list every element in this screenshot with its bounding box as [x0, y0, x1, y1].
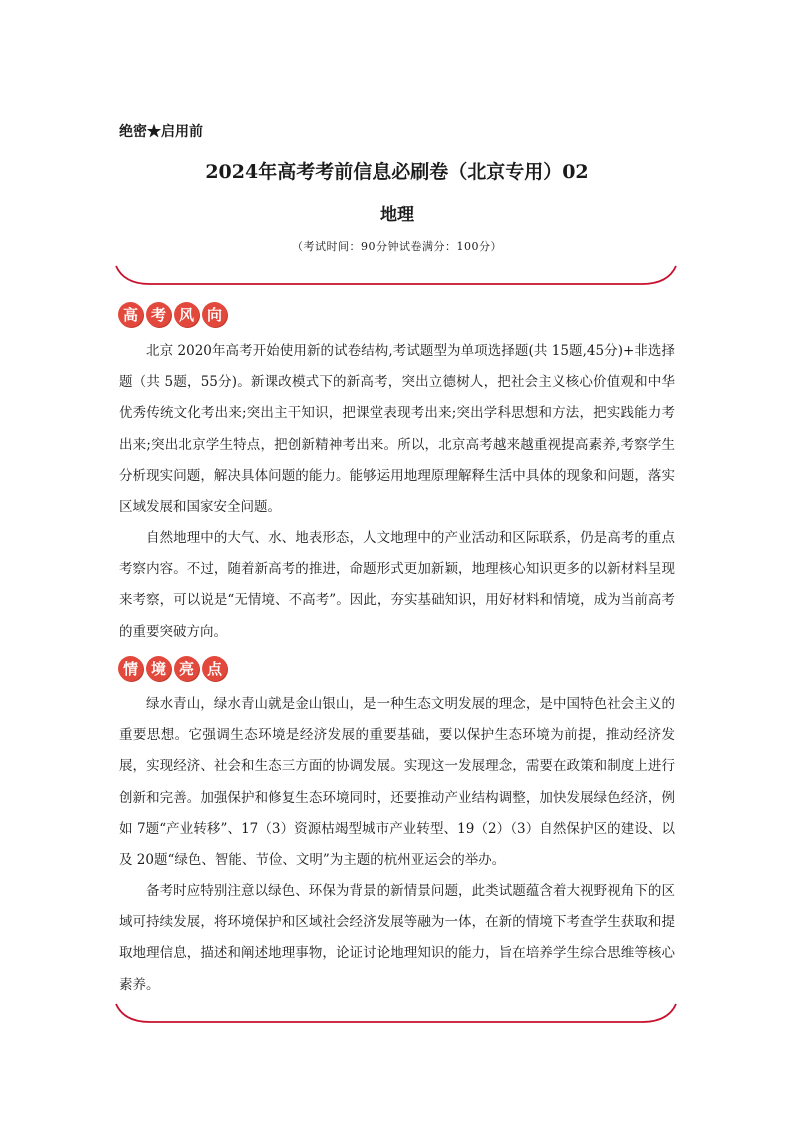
section-badge-context-highlights	[118, 654, 227, 684]
bottom-divider-curve	[110, 1000, 682, 1030]
section-badge-gaokao-trend	[118, 300, 227, 330]
paragraph-trend-2: 自然地理中的大气、水、地表形态，人文地理中的产业活动和区际联系，仍是高考的重点考察内容。不过，随着新高考的推进，命题形式更加新颖，地理核心知识更多的以新材料呈现来考察，可以说是“无情境、不高考”。因此，夯实基础知识，用好材料和情境，成为当前高考的重要突破方向。	[119, 530, 675, 640]
badge-char: 高	[118, 302, 143, 327]
confidential-label: 绝密★启用前	[119, 124, 203, 140]
badge-char: 风	[174, 302, 199, 327]
badge-char: 亮	[174, 656, 199, 681]
top-divider-curve	[110, 262, 682, 292]
badge-char: 境	[146, 656, 171, 681]
document-title: 2024年高考考前信息必刷卷（北京专用）02	[205, 161, 589, 183]
badge-char: 情	[118, 656, 143, 681]
badge-char: 向	[202, 302, 227, 327]
paragraph-highlight-2: 备考时应特别注意以绿色、环保为背景的新情景问题，此类试题蕴含着大视野视角下的区域可持续发展，将环境保护和区域社会经济发展等融为一体，在新的情境下考查学生获取和提取地理信息，描述和阐述地理事物，论证讨论地理知识的能力，旨在培养学生综合思维等核心素养。	[119, 883, 675, 993]
subject-title: 地理	[380, 205, 414, 225]
paragraph-highlight-1: 绿水青山，绿水青山就是金山银山，是一种生态文明发展的理念，是中国特色社会主义的重要思想。它强调生态环境是经济发展的重要基础，要以保护生态环境为前提，推动经济发展，实现经济、社会和生态三方面的协调发展。实现这一发展理念，需要在政策和制度上进行创新和完善。加强保护和修复生态环境同时，还要推动产业结构调整，加快发展绿色经济，例如 7题“产业转移”、17（3）资源枯竭型城市产业转型、19（2）（3）自然保护区的建设、以及 20题“绿色、智能、节俭、文明”为主题的杭州亚运会的举办。	[119, 696, 675, 869]
exam-info: （考试时间：90分钟试卷满分：100分）	[292, 240, 502, 253]
badge-char: 点	[202, 656, 227, 681]
badge-char: 考	[146, 302, 171, 327]
paragraph-trend-1: 北京 2020年高考开始使用新的试卷结构,考试题型为单项选择题(共 15题,45分)+非选择题（共 5题，55分)。新课改模式下的新高考，突出立德树人，把社会主义核心价值观和中华优秀传统文化考出来;突出主干知识，把课堂表现考出来;突出学科思想和方法，把实践能力考出来;突出北京学生特点，把创新精神考出来。所以，北京高考越来越重视提高素养,考察学生分析现实问题，解决具体问题的能力。能够运用地理原理解释生活中具体的现象和问题，落实区域发展和国家安全问题。	[119, 343, 675, 516]
